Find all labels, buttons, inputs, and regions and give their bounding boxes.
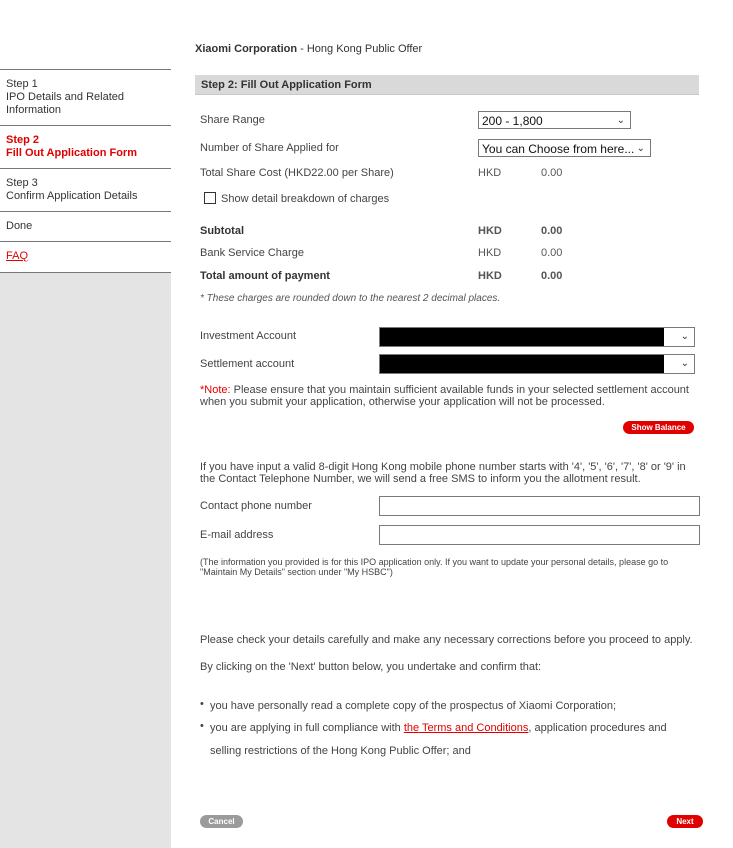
breakdown-checkbox[interactable] bbox=[204, 192, 216, 204]
confirm-text: By clicking on the 'Next' button below, you undertake and confirm that: bbox=[200, 661, 542, 673]
subtotal-currency: HKD bbox=[478, 225, 502, 237]
offer-name: - Hong Kong Public Offer bbox=[297, 43, 423, 55]
note-prefix: *Note: bbox=[200, 384, 231, 396]
total-payment-currency: HKD bbox=[478, 270, 502, 282]
step1-title-cont: Information bbox=[6, 104, 62, 116]
note-text: Please ensure that you maintain sufficient available funds in your selected settlement account when you submit your application, otherwise your application will not be processed. bbox=[200, 384, 689, 408]
chevron-down-icon: ⌄ bbox=[636, 143, 645, 154]
settlement-account-label: Settlement account bbox=[200, 358, 295, 370]
bullet-prospectus: you have personally read a complete copy of the prospectus of Xiaomi Corporation; bbox=[210, 700, 617, 712]
redacted-block bbox=[380, 328, 664, 346]
investment-account-select[interactable] bbox=[379, 327, 695, 347]
sidebar bbox=[0, 0, 171, 848]
redacted-block bbox=[380, 355, 664, 373]
settlement-account-select[interactable] bbox=[379, 354, 695, 374]
share-range-value: 200 - 1,800 bbox=[482, 114, 543, 128]
chevron-down-icon: ⌄ bbox=[616, 115, 625, 126]
bank-charge-value: 0.00 bbox=[541, 247, 563, 259]
sidebar-nav bbox=[0, 69, 171, 273]
step2-number: Step 2 bbox=[6, 134, 40, 146]
sidebar-item-done bbox=[0, 212, 171, 242]
chevron-down-icon: ⌄ bbox=[680, 358, 689, 369]
step2-title: Fill Out Application Form bbox=[6, 147, 137, 159]
done-label: Done bbox=[6, 220, 33, 232]
sidebar-item-step1 bbox=[0, 70, 171, 126]
step3-number: Step 3 bbox=[6, 177, 38, 189]
phone-input[interactable] bbox=[379, 496, 700, 516]
sidebar-item-step2 bbox=[0, 126, 171, 169]
sidebar-item-step3 bbox=[0, 169, 171, 212]
bullet-icon: • bbox=[200, 720, 204, 732]
company-name: Xiaomi Corporation bbox=[195, 43, 298, 55]
terms-link[interactable]: the Terms and Conditions bbox=[403, 722, 529, 734]
num-shares-value: You can Choose from here... bbox=[482, 142, 635, 156]
share-range-select[interactable] bbox=[478, 111, 631, 129]
step1-number: Step 1 bbox=[6, 78, 38, 90]
bullet-terms bbox=[210, 722, 700, 734]
total-cost-value: 0.00 bbox=[541, 167, 563, 179]
info-note: (The information you provided is for this IPO application only. If you want to update your personal details, please go to "Maintain My Details" section under "My HSBC") bbox=[200, 557, 669, 577]
rounding-note: * These charges are rounded down to the nearest 2 decimal places. bbox=[200, 293, 501, 304]
sidebar-item-faq[interactable] bbox=[0, 242, 171, 273]
step3-title: Confirm Application Details bbox=[6, 190, 138, 202]
subtotal-value: 0.00 bbox=[541, 225, 563, 237]
bank-charge-label: Bank Service Charge bbox=[200, 247, 304, 259]
bullet-terms-post: , application procedures and bbox=[528, 722, 667, 734]
num-shares-label: Number of Share Applied for bbox=[200, 142, 339, 154]
subtotal-label: Subtotal bbox=[200, 225, 244, 237]
chevron-down-icon: ⌄ bbox=[680, 331, 689, 342]
phone-label: Contact phone number bbox=[200, 500, 312, 512]
total-payment-value: 0.00 bbox=[541, 270, 563, 282]
total-cost-label: Total Share Cost (HKD22.00 per Share) bbox=[200, 167, 394, 179]
investment-account-label: Investment Account bbox=[200, 330, 296, 342]
email-input[interactable] bbox=[379, 525, 700, 545]
check-details-text: Please check your details carefully and make any necessary corrections before you proceed to apply. bbox=[200, 634, 693, 646]
faq-link[interactable]: FAQ bbox=[6, 250, 29, 262]
funds-note bbox=[200, 384, 700, 408]
step1-title: IPO Details and Related bbox=[6, 91, 125, 103]
total-payment-label: Total amount of payment bbox=[200, 270, 330, 282]
total-cost-currency: HKD bbox=[478, 167, 502, 179]
breakdown-label: Show detail breakdown of charges bbox=[221, 193, 390, 205]
bullet-icon: • bbox=[200, 698, 204, 710]
bank-charge-currency: HKD bbox=[478, 247, 502, 259]
next-button[interactable]: Next bbox=[667, 815, 703, 828]
share-range-label: Share Range bbox=[200, 114, 265, 126]
bullet-terms-cont: selling restrictions of the Hong Kong Public Offer; and bbox=[210, 745, 471, 757]
page-title bbox=[195, 43, 422, 55]
step-header-bar: Step 2: Fill Out Application Form bbox=[195, 75, 699, 95]
cancel-button[interactable]: Cancel bbox=[200, 815, 243, 828]
num-shares-select[interactable] bbox=[478, 139, 651, 157]
bullet-terms-pre: you are applying in full compliance with bbox=[210, 722, 404, 734]
sidebar-top-spacer bbox=[0, 0, 171, 69]
show-balance-button[interactable]: Show Balance bbox=[623, 421, 694, 434]
email-label: E-mail address bbox=[200, 529, 274, 541]
sms-info-text: If you have input a valid 8-digit Hong Kong mobile phone number starts with '4', '5', '6', '7', '8' or '9' in the Contact Telephone Number, we will send a free SMS to inform you the allotment result. bbox=[200, 461, 686, 485]
